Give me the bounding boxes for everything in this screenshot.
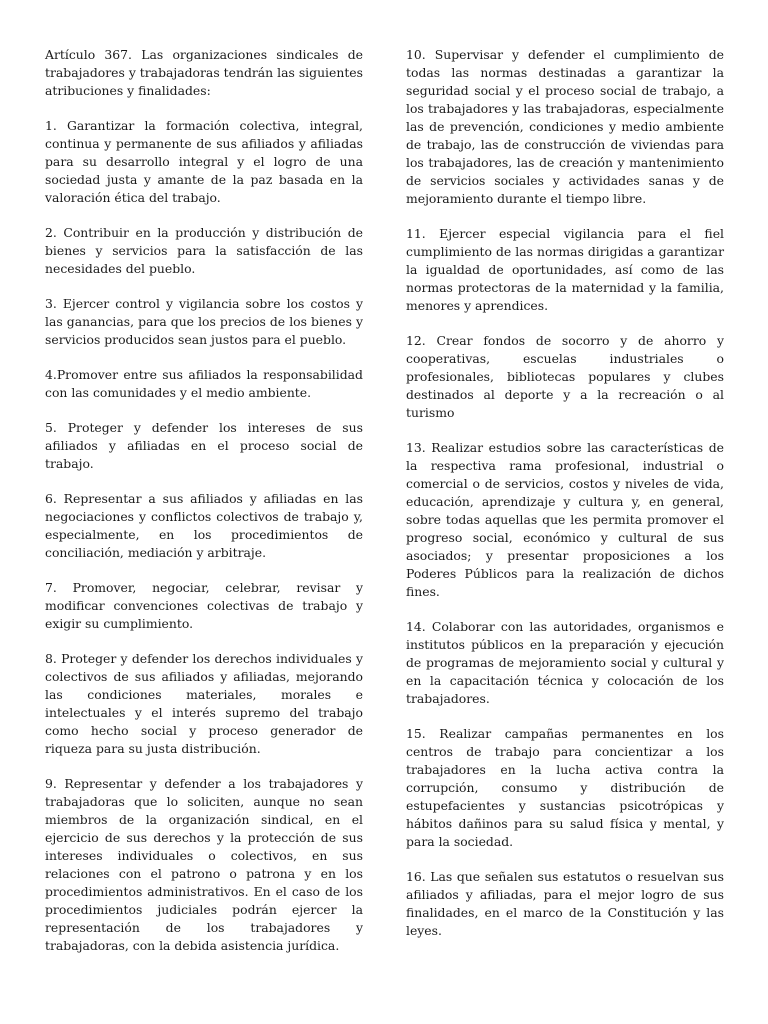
left-column — [45, 46, 363, 972]
paragraph-11: 11. Ejercer especial vigilancia para el fiel cumplimiento de las normas dirigidas a garantizar la igualdad de oportunidades, así como de las normas protectoras de la maternidad y la familia, menores y aprendices. — [406, 226, 724, 313]
paragraph-10: 10. Supervisar y defender el cumplimiento de todas las normas destinadas a garantizar la seguridad social y el proceso social de trabajo, a los trabajadores y las trabajadoras, especialmente las de prevención, condiciones y medio ambiente de trabajo, las de construcción de viviendas para los trabajadores, las de creación y mantenimiento de servicios sociales y actividades sanas y de mejoramiento durante el tiempo libre. — [406, 47, 724, 206]
paragraph-14: 14. Colaborar con las autoridades, organismos e institutos públicos en la preparación y ejecución de programas de mejoramiento social y cultural y en la capacitación técnica y colocación de los trabajadores. — [406, 619, 724, 706]
paragraph-2: 2. Contribuir en la producción y distribución de bienes y servicios para la satisfacción de las necesidades del pueblo. — [45, 225, 363, 276]
paragraph-1: 1. Garantizar la formación colectiva, integral, continua y permanente de sus afiliados y afiliadas para su desarrollo integral y el logro de una sociedad justa y amante de la paz basada en la valoración ética del trabajo. — [45, 118, 363, 205]
paragraph-3: 3. Ejercer control y vigilancia sobre los costos y las ganancias, para que los precios de los bienes y servicios producidos sean justos para el pueblo. — [45, 296, 363, 347]
right-column — [406, 46, 724, 957]
paragraph-12: 12. Crear fondos de socorro y de ahorro y cooperativas, escuelas industriales o profesionales, bibliotecas populares y clubes destinados al deporte y a la recreación o al turismo — [406, 333, 724, 420]
paragraph-7: 7. Promover, negociar, celebrar, revisar y modificar convenciones colectivas de trabajo y exigir su cumplimiento. — [45, 580, 363, 631]
paragraph-16: 16. Las que señalen sus estatutos o resuelvan sus afiliados y afiliadas, para el mejor logro de sus finalidades, en el marco de la Constitución y las leyes. — [406, 869, 724, 938]
paragraph-9: 9. Representar y defender a los trabajadores y trabajadoras que lo soliciten, aunque no sean miembros de la organización sindical, en el ejercicio de sus derechos y la protección de sus intereses individuales o colectivos, en sus relaciones con el patrono o patrona y en los procedimientos administrativos. En el caso de los procedimientos judiciales podrán ejercer la representación de los trabajadores y trabajadoras, con la debida asistencia jurídica. — [45, 776, 363, 953]
paragraph-4: 4.Promover entre sus afiliados la responsabilidad con las comunidades y el medio ambiente. — [45, 367, 363, 400]
paragraph-6: 6. Representar a sus afiliados y afiliadas en las negociaciones y conflictos colectivos de trabajo y, especialmente, en los procedimientos de conciliación, mediación y arbitraje. — [45, 491, 363, 560]
paragraph-8: 8. Proteger y defender los derechos individuales y colectivos de sus afiliados y afiliadas, mejorando las condiciones materiales, morales e intelectuales y el interés supremo del trabajo como hecho social y proceso generador de riqueza para su justa distribución. — [45, 651, 363, 756]
paragraph-15: 15. Realizar campañas permanentes en los centros de trabajo para concientizar a los trabajadores en la lucha activa contra la corrupción, consumo y distribución de estupefacientes y sustancias psicotrópicas y hábitos dañinos para su salud física y mental, y para la sociedad. — [406, 726, 724, 849]
paragraph-13: 13. Realizar estudios sobre las características de la respectiva rama profesional, industrial o comercial o de servicios, costos y niveles de vida, educación, aprendizaje y cultura y, en general, sobre todas aquellas que les permita promover el progreso social, económico y cultural de sus asociados; y presentar proposiciones a los Poderes Públicos para la realización de dichos fines. — [406, 440, 724, 599]
paragraph-5: 5. Proteger y defender los intereses de sus afiliados y afiliadas en el proceso social de trabajo. — [45, 420, 363, 471]
article-heading: Artículo 367. Las organizaciones sindicales de trabajadores y trabajadoras tendrán las siguientes atribuciones y finalidades: — [45, 47, 363, 98]
